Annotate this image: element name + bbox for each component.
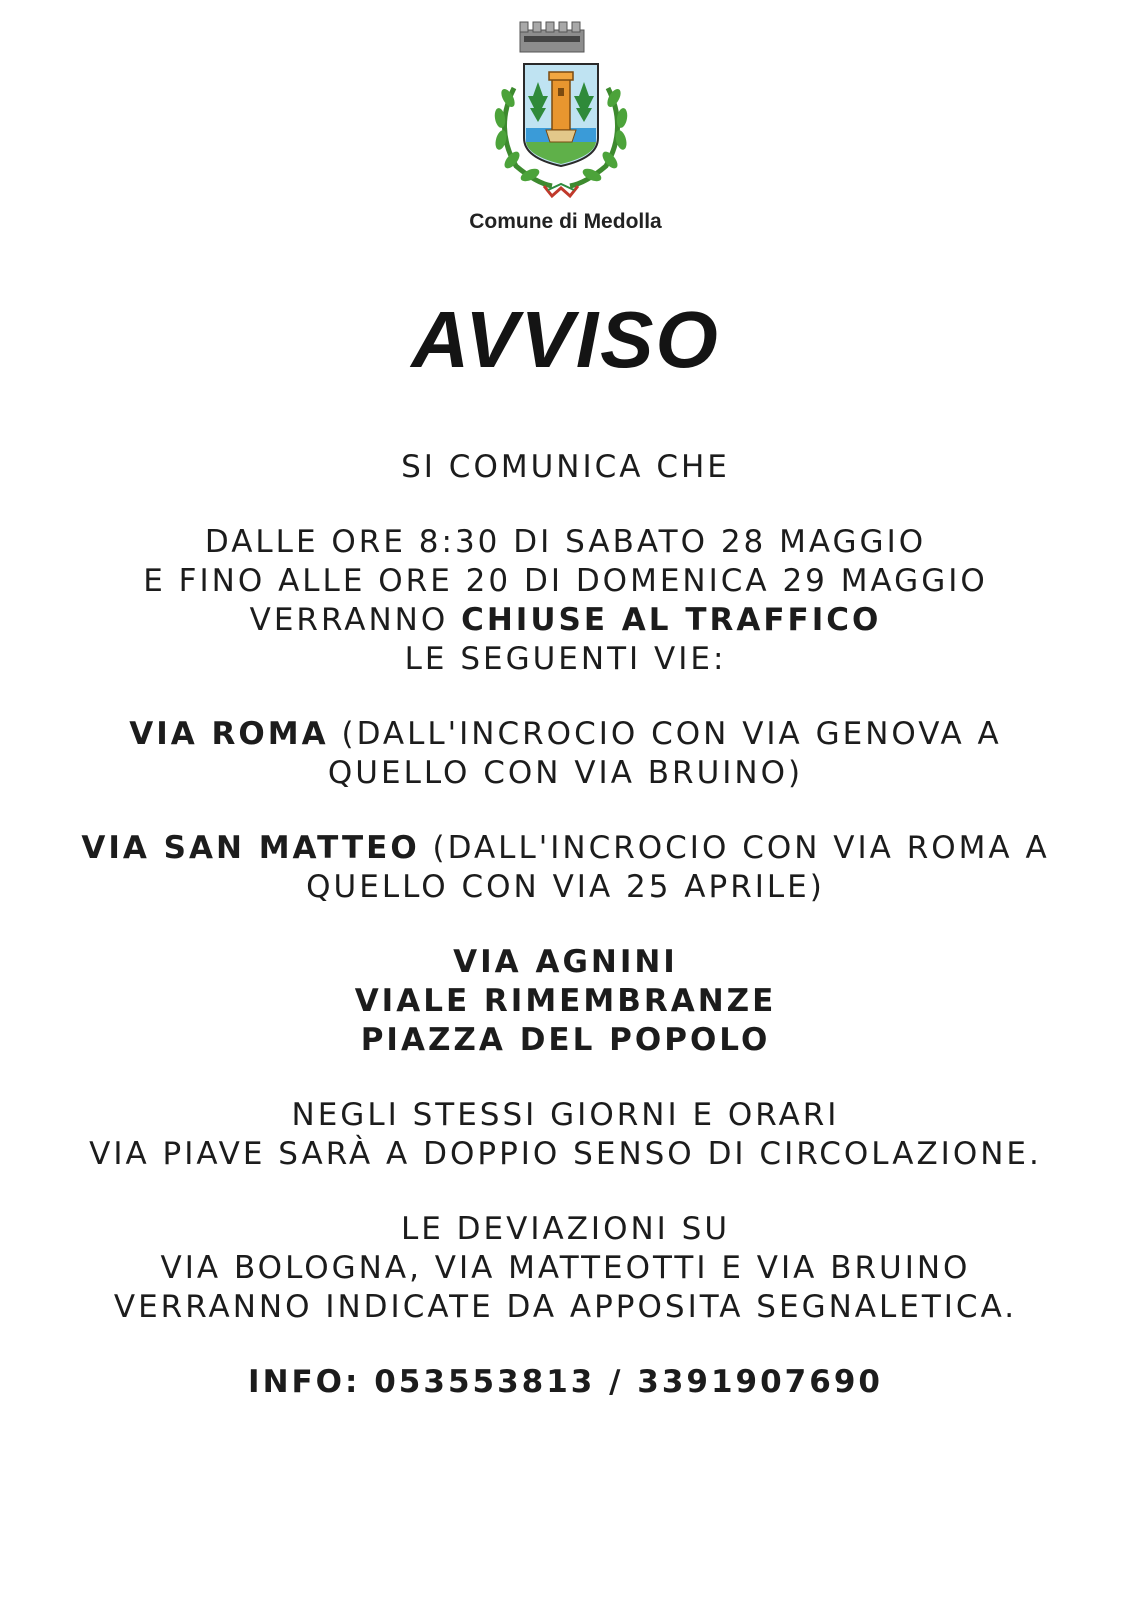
intro-paragraph <box>40 448 1091 487</box>
street-2-detail-b: QUELLO CON VIA 25 APRILE) <box>306 869 825 905</box>
period-paragraph <box>40 523 1091 679</box>
municipality-name: Comune di Medolla <box>469 210 662 233</box>
closure-line <box>40 601 1091 640</box>
detours-line-3: VERRANNO INDICATE DA APPOSITA SEGNALETICA. <box>113 1289 1018 1325</box>
detours-line-2: VIA BOLOGNA, VIA MATTEOTTI E VIA BRUINO <box>160 1250 971 1286</box>
streets-list <box>40 943 1091 1060</box>
street-item: PIAZZA DEL POPOLO <box>360 1022 771 1058</box>
street-item: VIALE RIMEMBRANZE <box>354 983 777 1019</box>
detours-paragraph <box>40 1210 1091 1327</box>
info-phone-numbers: INFO: 053553813 / 3391907690 <box>248 1364 883 1400</box>
intro-text: SI COMUNICA CHE <box>401 449 730 485</box>
closure-highlight: CHIUSE AL TRAFFICO <box>461 602 882 638</box>
page-title: AVVISO <box>411 295 720 384</box>
period-line-2: E FINO ALLE ORE 20 DI DOMENICA 29 MAGGIO <box>143 563 988 599</box>
same-days-line-2: VIA PIAVE SARÀ A DOPPIO SENSO DI CIRCOLAZIONE. <box>89 1136 1042 1172</box>
notice-body <box>40 448 1091 1438</box>
street-1-name: VIA ROMA <box>129 716 329 752</box>
period-line-1: DALLE ORE 8:30 DI SABATO 28 MAGGIO <box>204 524 927 560</box>
closure-prefix: VERRANNO <box>249 602 449 638</box>
street-1-detail-b: QUELLO CON VIA BRUINO) <box>327 755 804 791</box>
same-days-line-1: NEGLI STESSI GIORNI E ORARI <box>291 1097 840 1133</box>
street-2-name: VIA SAN MATTEO <box>81 830 420 866</box>
street-2-detail-a: (DALL'INCROCIO CON VIA ROMA A <box>432 830 1050 866</box>
closure-line-2: LE SEGUENTI VIE: <box>404 641 727 677</box>
same-days-paragraph <box>40 1096 1091 1174</box>
street-1-detail-a: (DALL'INCROCIO CON VIA GENOVA A <box>341 716 1002 752</box>
municipal-coat-of-arms-icon <box>486 18 636 202</box>
street-item: VIA AGNINI <box>453 944 678 980</box>
detours-line-1: LE DEVIAZIONI SU <box>400 1211 731 1247</box>
street-1-paragraph <box>40 715 1091 793</box>
street-2-paragraph <box>40 829 1091 907</box>
contact-info <box>40 1363 1091 1402</box>
